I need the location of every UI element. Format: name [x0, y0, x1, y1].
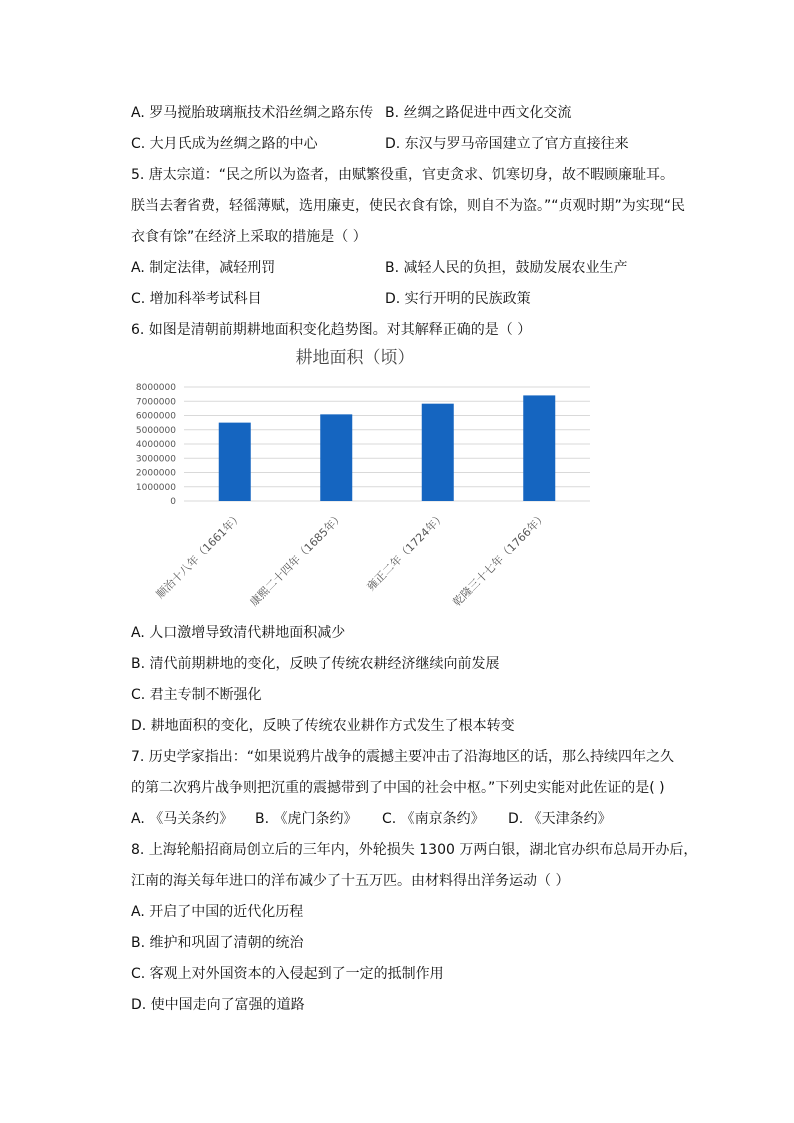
q5-option-a: A. 制定法律，减轻刑罚 [131, 260, 276, 276]
q4-option-b: B. 丝绸之路促进中西文化交流 [385, 105, 572, 121]
x-tick-label: 乾隆三十七年（1766年） [450, 509, 550, 609]
q7-option-a: A. 《马关条约》 [131, 811, 234, 827]
y-tick-label: 3000000 [135, 454, 176, 465]
q6-stem: 6. 如图是清朝前期耕地面积变化趋势图。对其解释正确的是（ ） [131, 322, 532, 338]
q5-stem-line3: 衣食有馀”在经济上采取的措施是（ ） [131, 229, 367, 245]
y-tick-label: 7000000 [135, 397, 176, 408]
y-tick-label: 5000000 [135, 425, 176, 436]
q5-option-c: C. 增加科举考试科目 [131, 291, 262, 307]
q5-stem-line1: 5. 唐太宗道：“民之所以为盗者，由赋繁役重，官吏贪求、饥寒切身，故不暇顾廉耻耳。 [131, 167, 675, 183]
q8-stem-line2: 江南的海关每年进口的洋布减少了十五万匹。由材料得出洋务运动（ ） [131, 873, 570, 889]
q4-option-d: D. 东汉与罗马帝国建立了官方直接往来 [385, 136, 629, 152]
y-tick-label: 2000000 [135, 468, 176, 479]
q6-option-a: A. 人口激增导致清代耕地面积减少 [131, 625, 346, 641]
q7-option-b: B. 《虎门条约》 [255, 811, 358, 827]
q7-stem-line2: 的第二次鸦片战争则把沉重的震撼带到了中国的社会中枢。”下列史实能对此佐证的是( ) [131, 780, 665, 796]
chart-y-axis [136, 383, 176, 507]
q7-option-c: C. 《南京条约》 [382, 811, 485, 827]
q7-stem-line1: 7. 历史学家指出：“如果说鸦片战争的震撼主要冲击了沿海地区的话，那么持续四年之久 [131, 749, 675, 765]
q5-stem-line2: 朕当去奢省费，轻徭薄赋，选用廉吏，使民衣食有馀，则自不为盗。”“贞观时期”为实现“民 [131, 198, 686, 214]
q8-option-b: B. 维护和巩固了清朝的统治 [131, 935, 304, 951]
q8-option-c: C. 客观上对外国资本的入侵起到了一定的抵制作用 [131, 966, 444, 982]
chart-x-axis [153, 509, 549, 609]
q8-option-a: A. 开启了中国的近代化历程 [131, 904, 304, 920]
q6-option-c: C. 君主专制不断强化 [131, 687, 262, 703]
q7-option-d: D. 《天津条约》 [508, 811, 612, 827]
bar [320, 414, 352, 501]
q5-option-b: B. 减轻人民的负担，鼓励发展农业生产 [385, 260, 628, 276]
y-tick-label: 4000000 [135, 440, 176, 450]
q5-option-d: D. 实行开明的民族政策 [385, 291, 531, 307]
x-tick-label: 顺治十八年（1661年） [153, 509, 245, 602]
bar [523, 395, 555, 501]
q6-option-d: D. 耕地面积的变化，反映了传统农业耕作方式发生了根本转变 [131, 718, 515, 734]
x-tick-label: 雍正二年（1724年） [364, 509, 448, 594]
chart-title: 耕地面积（顷） [295, 348, 415, 368]
y-tick-label: 1000000 [135, 482, 176, 493]
bar [219, 423, 251, 501]
y-tick-label: 8000000 [135, 383, 176, 393]
q8-stem-line1: 8. 上海轮船招商局创立后的三年内，外轮损失 1300 万两白银，湖北官办织布总局开办后， [131, 842, 698, 858]
q4-option-c: C. 大月氏成为丝绸之路的中心 [131, 136, 318, 152]
q6-option-b: B. 清代前期耕地的变化，反映了传统农耕经济继续向前发展 [131, 656, 500, 672]
q8-option-d: D. 使中国走向了富强的道路 [131, 997, 305, 1013]
q4-option-a: A. 罗马搅胎玻璃瓶技术沿丝绸之路东传 [131, 105, 374, 121]
bar [422, 404, 454, 501]
chart-bars [219, 395, 556, 501]
y-tick-label: 0 [170, 497, 176, 507]
y-tick-label: 6000000 [135, 411, 176, 422]
x-tick-label: 康熙二十四年（1685年） [247, 509, 347, 609]
